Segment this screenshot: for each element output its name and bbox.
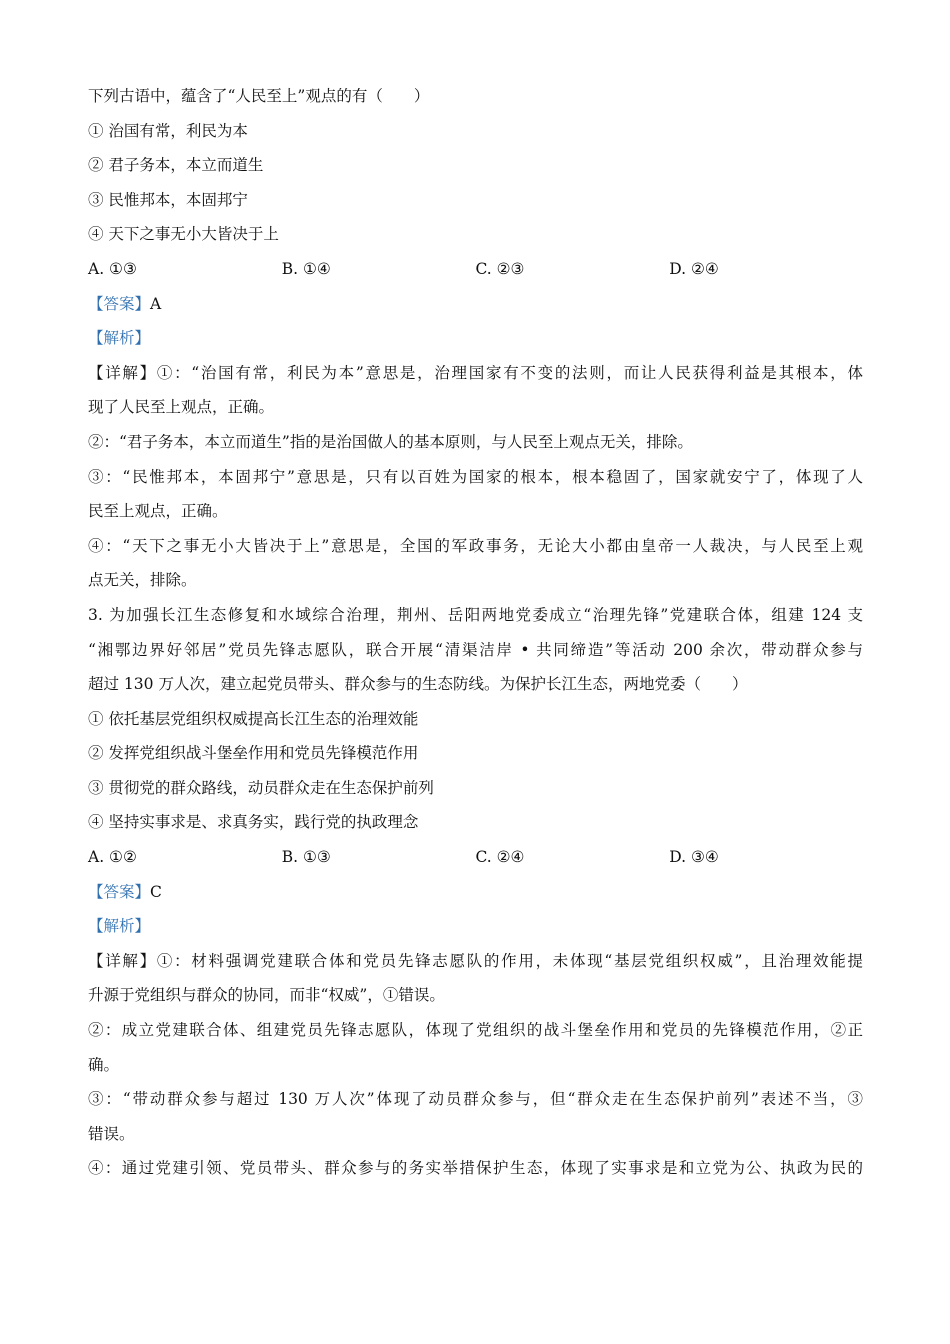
- question-2-item-1: ① 治国有常，利民为本: [88, 121, 248, 140]
- question-3-detail-line-7: ④：通过党建引领、党员带头、群众参与的务实举措保护生态，体现了实事求是和立党为公、执政为民的: [88, 1159, 863, 1178]
- question-3-detail-line-1: [88, 944, 863, 979]
- detail-text: ①：“治国有常，利民为本”意思是，治理国家有不变的法则，而让人民获得利益是其根本，体: [156, 363, 863, 382]
- question-2-options: [88, 252, 863, 287]
- question-2-item-3: ③ 民惟邦本，本固邦宁: [88, 190, 248, 209]
- question-2-detail-line-3: ②：“君子务本，本立而道生”指的是治国做人的基本原则，与人民至上观点无关，排除。: [88, 432, 693, 451]
- question-3-options: [88, 840, 863, 875]
- question-2-analysis-label: 【解析】: [88, 329, 151, 348]
- answer-value: A: [150, 294, 162, 313]
- question-2-option-c: C. ②③: [475, 259, 525, 278]
- question-2-item-2: ② 君子务本，本立而道生: [88, 156, 264, 175]
- document-page: [88, 79, 863, 1186]
- question-2-answer: [88, 287, 863, 322]
- detail-label: 【详解】: [88, 363, 157, 382]
- question-3-answer: [88, 875, 863, 910]
- question-2-detail-line-6: ④：“天下之事无小大皆决于上”意思是，全国的军政事务，无论大小都由皇帝一人裁决，与人民至上观: [88, 536, 863, 555]
- question-3-detail-line-3: ②：成立党建联合体、组建党员先锋志愿队，体现了党组织的战斗堡垒作用和党员的先锋模范作用，②正: [88, 1021, 863, 1040]
- detail-label: 【详解】: [88, 951, 157, 970]
- question-3-item-3: ③ 贯彻党的群众路线，动员群众走在生态保护前列: [88, 778, 434, 797]
- question-2-detail-line-5: 民至上观点，正确。: [88, 502, 228, 521]
- question-3-option-d: D. ③④: [669, 848, 719, 867]
- question-3-option-c: C. ②④: [475, 848, 525, 867]
- question-3-detail-line-6: 错误。: [88, 1124, 135, 1143]
- question-2-option-b: B. ①④: [281, 259, 331, 278]
- question-3-item-2: ② 发挥党组织战斗堡垒作用和党员先锋模范作用: [88, 744, 419, 763]
- question-3-detail-line-5: ③：“带动群众参与超过 130 万人次”体现了动员群众参与，但“群众走在生态保护前列”表述不当，③: [88, 1090, 863, 1109]
- question-2-detail-line-7: 点无关，排除。: [88, 571, 197, 590]
- question-3-detail-line-4: 确。: [88, 1055, 120, 1074]
- question-3-stem-line-2: “湘鄂边界好邻居”党员先锋志愿队，联合开展“清渠洁岸 • 共同缔造”等活动 200 余次，带动群众参与: [88, 640, 863, 659]
- question-2-option-a: A. ①③: [88, 259, 137, 278]
- answer-value: C: [150, 882, 162, 901]
- question-3-option-b: B. ①③: [281, 848, 331, 867]
- question-2-detail-line-1: [88, 356, 863, 391]
- question-2-detail-line-2: 现了人民至上观点，正确。: [88, 398, 275, 417]
- detail-text: ①：材料强调党建联合体和党员先锋志愿队的作用，未体现“基层党组织权威”，且治理效能提: [156, 951, 863, 970]
- question-2-stem: 下列古语中，蕴含了“人民至上”观点的有（ ）: [88, 87, 430, 105]
- question-3-stem-line-3: 超过 130 万人次，建立起党员带头、群众参与的生态防线。为保护长江生态，两地党委（ ）: [88, 675, 748, 694]
- question-3-option-a: A. ①②: [88, 848, 137, 867]
- question-3-stem-line-1: 3. 为加强长江生态修复和水域综合治理，荆州、岳阳两地党委成立“治理先锋”党建联合体，组建 124 支: [88, 605, 863, 624]
- answer-label: 【答案】: [88, 294, 151, 313]
- question-3-item-1: ① 依托基层党组织权威提高长江生态的治理效能: [88, 709, 419, 728]
- question-2-option-d: D. ②④: [669, 259, 719, 278]
- question-3-item-4: ④ 坚持实事求是、求真务实，践行党的执政理念: [88, 813, 419, 832]
- question-2-item-4: ④ 天下之事无小大皆决于上: [88, 225, 279, 244]
- question-2-detail-line-4: ③：“民惟邦本，本固邦宁”意思是，只有以百姓为国家的根本，根本稳固了，国家就安宁了，体现了人: [88, 467, 863, 486]
- question-3-detail-line-2: 升源于党组织与群众的协同，而非“权威”，①错误。: [88, 986, 445, 1005]
- question-3-analysis-label: 【解析】: [88, 917, 151, 936]
- answer-label: 【答案】: [88, 882, 151, 901]
